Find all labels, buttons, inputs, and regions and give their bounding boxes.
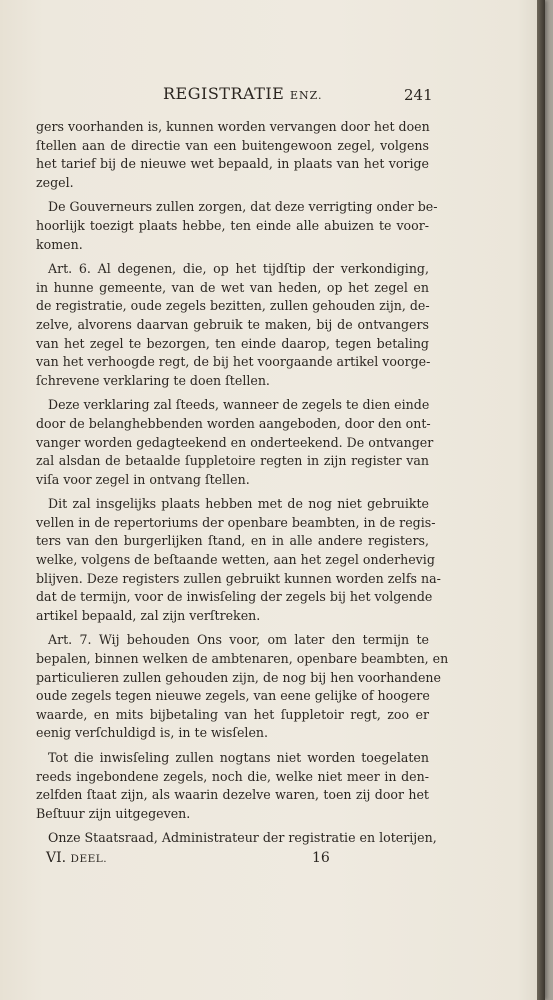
paragraph — [36, 495, 441, 625]
text-line: hoorlijk toezigt plaats hebbe, ten einde alle abuizen te voor- — [36, 217, 429, 233]
text-line: in hunne gemeente, van de wet van heden, op het zegel en — [36, 279, 429, 295]
text-line: artikel bepaald, zal zijn verſtreken. — [36, 607, 261, 623]
text-line: particulieren zullen gehouden zijn, de nog bij hen voorhandene — [36, 669, 441, 685]
text-line: het tarief bij de nieuwe wet bepaald, in plaats van het vorige — [36, 156, 429, 172]
signature-main: VI. — [46, 850, 67, 866]
text-line: De Gouverneurs zullen zorgen, dat deze verrigting onder be- — [48, 199, 438, 215]
text-line: Art. 6. Al degenen, die, op het tijdſtip der verkondiging, — [48, 261, 429, 277]
text-line: eenig verſchuldigd is, in te wisſelen. — [36, 725, 269, 741]
text-line: zal alsdan de betaalde ſuppletoire regten in zijn register van — [36, 453, 429, 469]
page-header — [0, 84, 545, 108]
paragraph — [36, 749, 429, 823]
text-line: dat de termijn, voor de inwisſeling der zegels bij het volgende — [36, 589, 433, 605]
signature-small: DEEL. — [70, 853, 108, 865]
text-line: van het zegel te bezorgen, ten einde daarop, tegen betaling — [36, 335, 429, 351]
text-line: zelve, alvorens daarvan gebruik te maken, bij de ontvangers — [36, 316, 429, 332]
page-footer — [46, 850, 436, 872]
body-text — [36, 118, 449, 854]
signature-mark — [46, 850, 107, 866]
text-line: zegel. — [36, 174, 74, 190]
text-line: komen. — [36, 236, 83, 252]
text-line: vellen in de repertoriums der openbare beambten, in de regis- — [36, 514, 436, 530]
paragraph — [36, 260, 429, 390]
page-edge — [537, 0, 545, 1000]
text-line: ſtellen aan de directie van een buitengewoon zegel, volgens — [36, 137, 429, 153]
running-title-main: REGISTRATIE — [163, 84, 285, 103]
paragraph — [36, 198, 438, 254]
text-line: ſchrevene verklaring te doen ſtellen. — [36, 372, 270, 388]
text-line: blijven. Deze registers zullen gebruikt kunnen worden zelfs na- — [36, 570, 441, 586]
paragraph — [36, 829, 437, 848]
text-line: Beſtuur zijn uitgegeven. — [36, 805, 191, 821]
text-line: viſa voor zegel in ontvang ſtellen. — [36, 471, 250, 487]
running-title — [163, 84, 323, 103]
paragraph — [36, 118, 429, 192]
text-line: waarde, en mits bijbetaling van het ſuppletoir regt, zoo er — [36, 706, 429, 722]
text-line: door de belanghebbenden worden aangeboden, door den ont- — [36, 415, 431, 431]
text-line: van het verhoogde regt, de bij het voorgaande artikel voorge- — [36, 354, 431, 370]
text-line: Onze Staatsraad, Administrateur der registratie en loterijen, — [48, 830, 437, 846]
text-line: reeds ingebondene zegels, noch die, welke niet meer in den- — [36, 768, 429, 784]
running-title-small: ENZ. — [289, 89, 323, 102]
text-line: welke, volgens de beſtaande wetten, aan het zegel onderhevig — [36, 552, 435, 568]
paragraph — [36, 396, 434, 489]
text-line: bepalen, binnen welken de ambtenaren, openbare beambten, en — [36, 651, 449, 667]
sheet-number: 16 — [312, 850, 330, 866]
text-line: zelfden ſtaat zijn, als waarin dezelve waren, toen zij door het — [36, 787, 429, 803]
text-line: ters van den burgerlijken ſtand, en in alle andere registers, — [36, 533, 429, 549]
text-line: vanger worden gedagteekend en onderteekend. De ontvanger — [36, 434, 434, 450]
text-line: gers voorhanden is, kunnen worden vervangen door het doen — [36, 119, 430, 134]
text-line: oude zegels tegen nieuwe zegels, van eene gelijke of hoogere — [36, 688, 430, 704]
text-line: Art. 7. Wij behouden Ons voor, om later den termijn te — [48, 632, 429, 648]
paragraph — [36, 631, 449, 743]
text-line: de registratie, oude zegels bezitten, zullen gehouden zijn, de- — [36, 298, 430, 314]
text-line: Dit zal insgelijks plaats hebben met de nog niet gebruikte — [48, 496, 429, 512]
text-line: Tot die inwisſeling zullen nogtans niet worden toegelaten — [48, 750, 429, 765]
page-number: 241 — [404, 86, 433, 104]
text-line: Deze verklaring zal ſteeds, wanneer de zegels te dien einde — [48, 397, 430, 413]
